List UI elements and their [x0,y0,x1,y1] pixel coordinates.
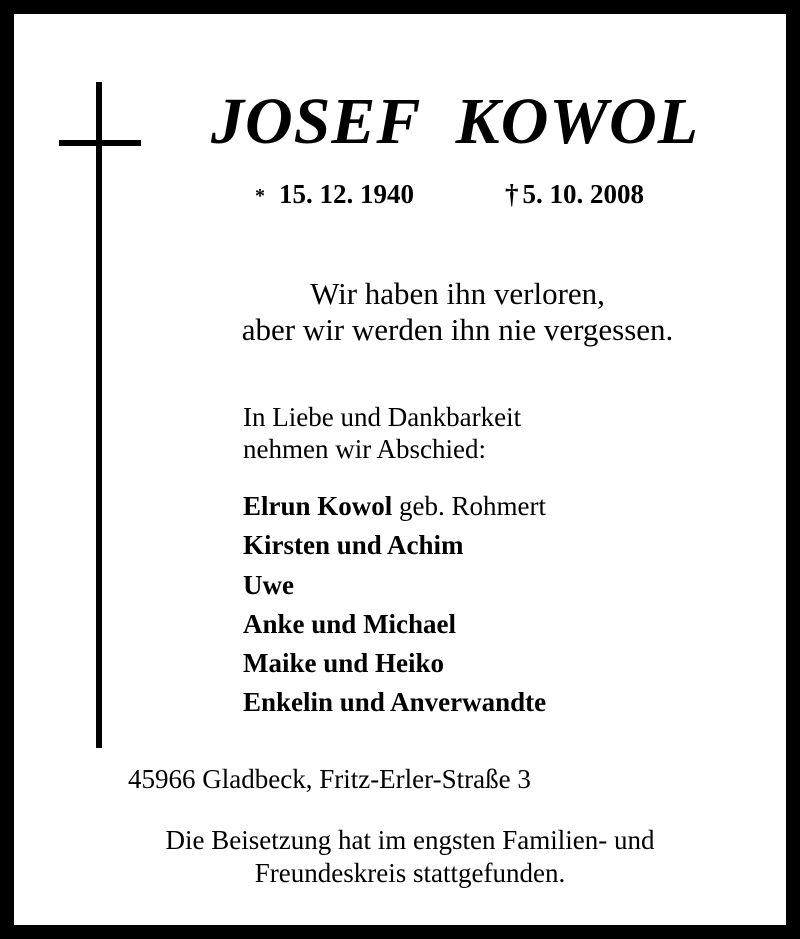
mourner-item: Uwe [243,569,294,600]
birth-star-icon: * [255,185,265,207]
farewell-text [243,401,521,465]
quote-line: Wir haben ihn verloren, [310,276,605,311]
quote-line: aber wir werden ihn nie vergessen. [241,312,674,347]
burial-note [60,824,760,890]
address: 45966 Gladbeck, Fritz-Erler-Straße 3 [128,764,531,794]
birth-date-text: 15. 12. 1940 [279,179,414,209]
cross-icon [96,82,102,748]
mourner-item [243,487,546,526]
death-date-text: 5. 10. 2008 [522,179,644,209]
mourner-name: Elrun Kowol [243,491,393,521]
burial-line: Die Beisetzung hat im engsten Familien- und [165,825,655,855]
death-dagger-icon: † [505,179,519,209]
death-date [505,178,644,210]
farewell-line: nehmen wir Abschied: [243,434,486,464]
farewell-line: In Liebe und Dankbarkeit [243,402,522,432]
mourner-item: Kirsten und Achim [243,530,464,561]
mourner-maiden-name: geb. Rohmert [392,491,547,521]
mourner-item: Maike und Heiko [243,648,445,679]
memorial-quote [180,276,735,348]
cross-icon-bar [59,140,141,146]
deceased-name: JOSEF KOWOL [210,85,700,158]
mourners-list [243,487,546,723]
burial-line: Freundeskreis stattgefunden. [254,858,566,888]
mourner-item: Anke und Michael [243,608,457,639]
mourner-item: Enkelin und Anverwandte [243,687,547,718]
birth-date [255,178,414,210]
